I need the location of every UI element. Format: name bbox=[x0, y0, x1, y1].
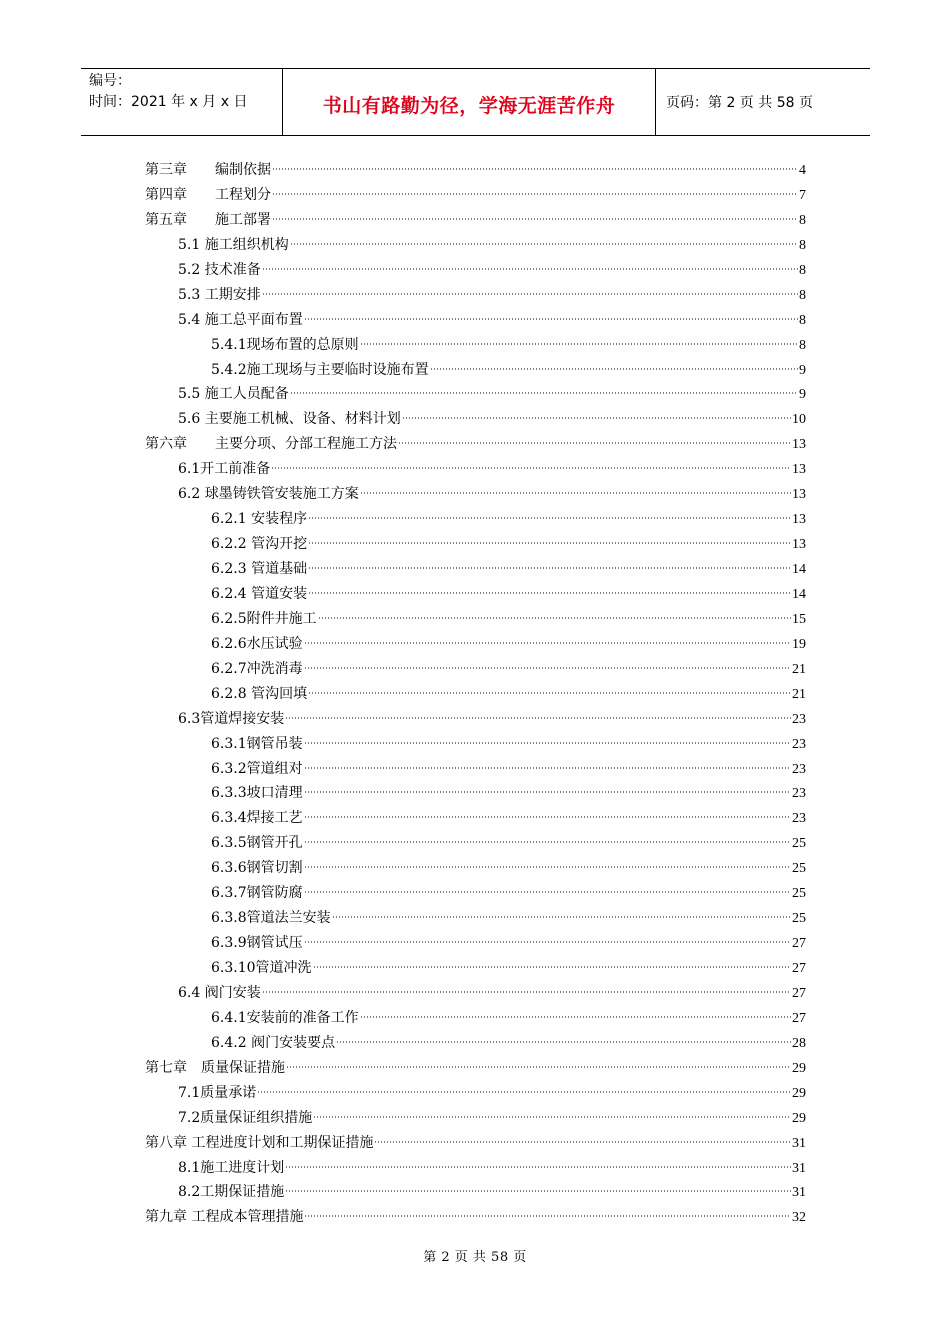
toc-entry[interactable] bbox=[145, 732, 806, 757]
toc-entry[interactable] bbox=[145, 1131, 806, 1156]
toc-entry-page: 27 bbox=[792, 1010, 806, 1026]
toc-entry-title: 5.4.2施工现场与主要临时设施布置 bbox=[211, 361, 429, 378]
toc-entry-title: 7.2质量保证组织措施 bbox=[178, 1109, 313, 1126]
toc-entry-page: 23 bbox=[792, 711, 806, 727]
toc-entry[interactable] bbox=[145, 657, 806, 682]
toc-leader-dots bbox=[285, 1166, 791, 1168]
toc-entry-title: 第五章 施工部署 bbox=[145, 211, 271, 228]
toc-entry-title: 6.2.6水压试验 bbox=[211, 635, 303, 652]
toc-entry-page: 25 bbox=[792, 911, 806, 927]
header-slogan: 书山有路勤为径，学海无涯苦作舟 bbox=[283, 69, 656, 135]
toc-leader-dots bbox=[285, 1190, 791, 1192]
toc-leader-dots bbox=[313, 966, 791, 968]
toc-entry[interactable] bbox=[145, 856, 806, 881]
toc-entry-page: 23 bbox=[792, 786, 806, 802]
toc-entry[interactable] bbox=[145, 906, 806, 931]
toc-entry-page: 29 bbox=[792, 1110, 806, 1126]
toc-entry-page: 13 bbox=[792, 537, 806, 553]
toc-entry-page: 9 bbox=[799, 387, 806, 403]
toc-entry-title: 6.2.3 管道基础 bbox=[211, 561, 308, 577]
toc-leader-dots bbox=[304, 816, 791, 818]
toc-leader-dots bbox=[304, 1215, 791, 1217]
toc-entry-title: 6.3.10管道冲洗 bbox=[211, 960, 312, 976]
toc-entry-title: 6.3.7钢管防腐 bbox=[211, 885, 303, 902]
toc-leader-dots bbox=[262, 293, 798, 295]
toc-entry[interactable] bbox=[145, 757, 806, 782]
toc-entry[interactable] bbox=[145, 632, 806, 657]
toc-entry-page: 8 bbox=[799, 287, 806, 303]
toc-entry[interactable] bbox=[145, 831, 806, 856]
toc-leader-dots bbox=[272, 218, 798, 220]
toc-entry[interactable] bbox=[145, 258, 806, 283]
table-of-contents bbox=[145, 158, 806, 1230]
toc-leader-dots bbox=[304, 767, 791, 769]
toc-leader-dots bbox=[308, 542, 791, 544]
toc-entry[interactable] bbox=[145, 233, 806, 258]
toc-entry[interactable] bbox=[145, 557, 806, 582]
toc-entry[interactable] bbox=[145, 358, 806, 383]
toc-leader-dots bbox=[304, 791, 791, 793]
toc-entry[interactable] bbox=[145, 682, 806, 707]
toc-entry-title: 6.4.2 阀门安装要点 bbox=[211, 1034, 336, 1051]
toc-entry-title: 7.1质量承诺 bbox=[178, 1084, 257, 1101]
toc-leader-dots bbox=[308, 692, 791, 694]
toc-entry[interactable] bbox=[145, 981, 806, 1006]
toc-leader-dots bbox=[308, 592, 791, 594]
toc-entry-title: 6.3.2管道组对 bbox=[211, 760, 303, 777]
toc-entry[interactable] bbox=[145, 308, 806, 333]
toc-entry-page: 25 bbox=[792, 886, 806, 902]
toc-entry[interactable] bbox=[145, 956, 806, 981]
toc-entry-title: 6.2.4 管道安装 bbox=[211, 585, 308, 602]
toc-entry-title: 5.3 工期安排 bbox=[178, 286, 261, 303]
toc-entry-title: 6.3.4焊接工艺 bbox=[211, 810, 303, 827]
toc-entry-page: 27 bbox=[792, 985, 806, 1001]
header-page-info: 页码：第 2 页 共 58 页 bbox=[666, 95, 813, 111]
toc-entry-title: 8.2工期保证措施 bbox=[178, 1184, 285, 1201]
toc-entry[interactable] bbox=[145, 432, 806, 457]
toc-entry-title: 5.6 主要施工机械、设备、材料计划 bbox=[178, 411, 401, 428]
toc-entry[interactable] bbox=[145, 781, 806, 806]
toc-leader-dots bbox=[360, 343, 798, 345]
toc-leader-dots bbox=[286, 1066, 791, 1068]
toc-entry-page: 8 bbox=[799, 337, 806, 353]
toc-entry-title: 5.2 技术准备 bbox=[178, 261, 261, 278]
toc-leader-dots bbox=[271, 467, 791, 469]
toc-entry-title: 6.3.9钢管试压 bbox=[211, 935, 303, 952]
toc-entry-page: 21 bbox=[792, 686, 806, 702]
toc-leader-dots bbox=[313, 1116, 791, 1118]
toc-entry-page: 29 bbox=[792, 1060, 806, 1076]
toc-entry[interactable] bbox=[145, 931, 806, 956]
toc-entry[interactable] bbox=[145, 507, 806, 532]
document-number-label: 编号： bbox=[89, 73, 131, 89]
toc-entry[interactable] bbox=[145, 806, 806, 831]
toc-entry-title: 6.2.5附件井施工 bbox=[211, 610, 317, 627]
toc-entry[interactable] bbox=[145, 1205, 806, 1230]
toc-entry-title: 第三章 编制依据 bbox=[145, 162, 271, 178]
toc-leader-dots bbox=[272, 168, 798, 170]
toc-leader-dots bbox=[308, 517, 791, 519]
toc-leader-dots bbox=[318, 617, 791, 619]
toc-entry[interactable] bbox=[145, 1056, 806, 1081]
toc-entry-page: 10 bbox=[792, 412, 806, 428]
toc-leader-dots bbox=[262, 268, 798, 270]
toc-entry-page: 7 bbox=[799, 187, 806, 203]
toc-leader-dots bbox=[360, 492, 791, 494]
toc-entry-page: 23 bbox=[792, 761, 806, 777]
toc-leader-dots bbox=[304, 866, 791, 868]
toc-entry-title: 6.3.6钢管切割 bbox=[211, 860, 303, 877]
toc-entry-page: 31 bbox=[792, 1160, 806, 1176]
toc-entry[interactable] bbox=[145, 333, 806, 358]
toc-entry-title: 6.1开工前准备 bbox=[178, 461, 271, 478]
toc-entry-title: 6.3.8管道法兰安装 bbox=[211, 910, 331, 927]
toc-entry-title: 6.2.1 安装程序 bbox=[211, 511, 308, 528]
header-meta bbox=[81, 69, 283, 135]
toc-entry-title: 5.5 施工人员配备 bbox=[178, 386, 289, 403]
toc-leader-dots bbox=[304, 742, 791, 744]
toc-leader-dots bbox=[308, 567, 791, 569]
toc-entry[interactable] bbox=[145, 607, 806, 632]
toc-entry[interactable] bbox=[145, 183, 806, 208]
toc-entry-page: 25 bbox=[792, 836, 806, 852]
toc-entry-title: 6.2.2 管沟开挖 bbox=[211, 536, 308, 553]
toc-leader-dots bbox=[304, 941, 791, 943]
toc-leader-dots bbox=[304, 318, 798, 320]
toc-entry-page: 27 bbox=[792, 936, 806, 952]
toc-entry-page: 13 bbox=[792, 487, 806, 503]
toc-entry-page: 8 bbox=[799, 312, 806, 328]
toc-entry-title: 5.4 施工总平面布置 bbox=[178, 311, 303, 328]
toc-leader-dots bbox=[430, 368, 798, 370]
toc-entry-page: 4 bbox=[799, 163, 806, 178]
toc-entry-page: 23 bbox=[792, 736, 806, 752]
toc-leader-dots bbox=[290, 392, 798, 394]
toc-entry-title: 6.4.1安装前的准备工作 bbox=[211, 1009, 359, 1026]
toc-entry-page: 15 bbox=[792, 611, 806, 627]
toc-entry-page: 25 bbox=[792, 861, 806, 877]
toc-leader-dots bbox=[290, 243, 798, 245]
toc-leader-dots bbox=[336, 1041, 791, 1043]
toc-entry-title: 第四章 工程划分 bbox=[145, 186, 271, 203]
toc-entry-page: 31 bbox=[792, 1135, 806, 1151]
toc-entry[interactable] bbox=[145, 482, 806, 507]
toc-leader-dots bbox=[272, 193, 798, 195]
toc-entry-page: 8 bbox=[799, 237, 806, 253]
toc-entry-title: 6.2 球墨铸铁管安装施工方案 bbox=[178, 486, 359, 503]
toc-entry[interactable] bbox=[145, 283, 806, 308]
toc-entry[interactable] bbox=[145, 1006, 806, 1031]
toc-entry[interactable] bbox=[145, 382, 806, 407]
toc-entry-title: 6.3管道焊接安装 bbox=[178, 710, 285, 727]
toc-leader-dots bbox=[262, 991, 791, 993]
page-header bbox=[81, 68, 870, 136]
toc-entry-title: 8.1施工进度计划 bbox=[178, 1159, 285, 1176]
toc-entry[interactable] bbox=[145, 881, 806, 906]
toc-entry-page: 8 bbox=[799, 262, 806, 278]
toc-entry-title: 5.4.1现场布置的总原则 bbox=[211, 336, 359, 353]
toc-entry-page: 19 bbox=[792, 636, 806, 652]
toc-entry[interactable] bbox=[145, 532, 806, 557]
toc-entry-page: 32 bbox=[792, 1210, 806, 1226]
toc-entry-title: 第九章 工程成本管理措施 bbox=[145, 1209, 304, 1226]
toc-entry-title: 6.3.3坡口清理 bbox=[211, 785, 303, 802]
toc-entry[interactable] bbox=[145, 1106, 806, 1131]
toc-entry-page: 21 bbox=[792, 661, 806, 677]
toc-entry[interactable] bbox=[145, 1081, 806, 1106]
toc-entry-page: 31 bbox=[792, 1185, 806, 1201]
toc-entry-page: 13 bbox=[792, 437, 806, 453]
toc-entry-page: 27 bbox=[792, 961, 806, 976]
toc-entry-page: 13 bbox=[792, 512, 806, 528]
toc-entry-page: 29 bbox=[792, 1085, 806, 1101]
toc-entry-page: 8 bbox=[799, 212, 806, 228]
document-date: 时间：2021 年 x 月 x 日 bbox=[89, 94, 248, 110]
toc-entry[interactable] bbox=[145, 1031, 806, 1056]
toc-entry[interactable] bbox=[145, 582, 806, 607]
toc-entry-title: 第六章 主要分项、分部工程施工方法 bbox=[145, 436, 397, 453]
toc-entry-page: 14 bbox=[792, 562, 806, 577]
toc-entry-page: 13 bbox=[792, 462, 806, 478]
toc-entry-title: 5.1 施工组织机构 bbox=[178, 236, 289, 253]
toc-entry[interactable] bbox=[145, 1180, 806, 1205]
toc-entry-title: 6.3.1钢管吊装 bbox=[211, 735, 303, 752]
toc-leader-dots bbox=[332, 916, 791, 918]
toc-entry-page: 14 bbox=[792, 586, 806, 602]
toc-entry[interactable] bbox=[145, 158, 806, 183]
page-footer: 第 2 页 共 58 页 bbox=[423, 1250, 527, 1265]
toc-entry[interactable] bbox=[145, 407, 806, 432]
toc-entry[interactable] bbox=[145, 707, 806, 732]
toc-entry-title: 6.2.8 管沟回填 bbox=[211, 685, 308, 702]
toc-entry[interactable] bbox=[145, 208, 806, 233]
toc-entry-title: 6.4 阀门安装 bbox=[178, 984, 261, 1001]
toc-entry[interactable] bbox=[145, 1156, 806, 1181]
toc-entry-page: 28 bbox=[792, 1035, 806, 1051]
toc-leader-dots bbox=[304, 841, 791, 843]
toc-entry[interactable] bbox=[145, 457, 806, 482]
toc-leader-dots bbox=[304, 642, 791, 644]
toc-leader-dots bbox=[398, 442, 791, 444]
toc-entry-page: 23 bbox=[792, 811, 806, 827]
toc-leader-dots bbox=[304, 667, 791, 669]
toc-leader-dots bbox=[402, 417, 791, 419]
toc-entry-title: 6.2.7冲洗消毒 bbox=[211, 660, 303, 677]
toc-leader-dots bbox=[285, 717, 791, 719]
toc-leader-dots bbox=[304, 891, 791, 893]
toc-entry-title: 6.3.5钢管开孔 bbox=[211, 835, 303, 852]
toc-entry-title: 第八章 工程进度计划和工期保证措施 bbox=[145, 1134, 374, 1151]
toc-leader-dots bbox=[374, 1141, 791, 1143]
toc-entry-title: 第七章 质量保证措施 bbox=[145, 1059, 285, 1076]
toc-entry-page: 9 bbox=[799, 362, 806, 378]
toc-leader-dots bbox=[257, 1091, 791, 1093]
toc-leader-dots bbox=[360, 1016, 791, 1018]
